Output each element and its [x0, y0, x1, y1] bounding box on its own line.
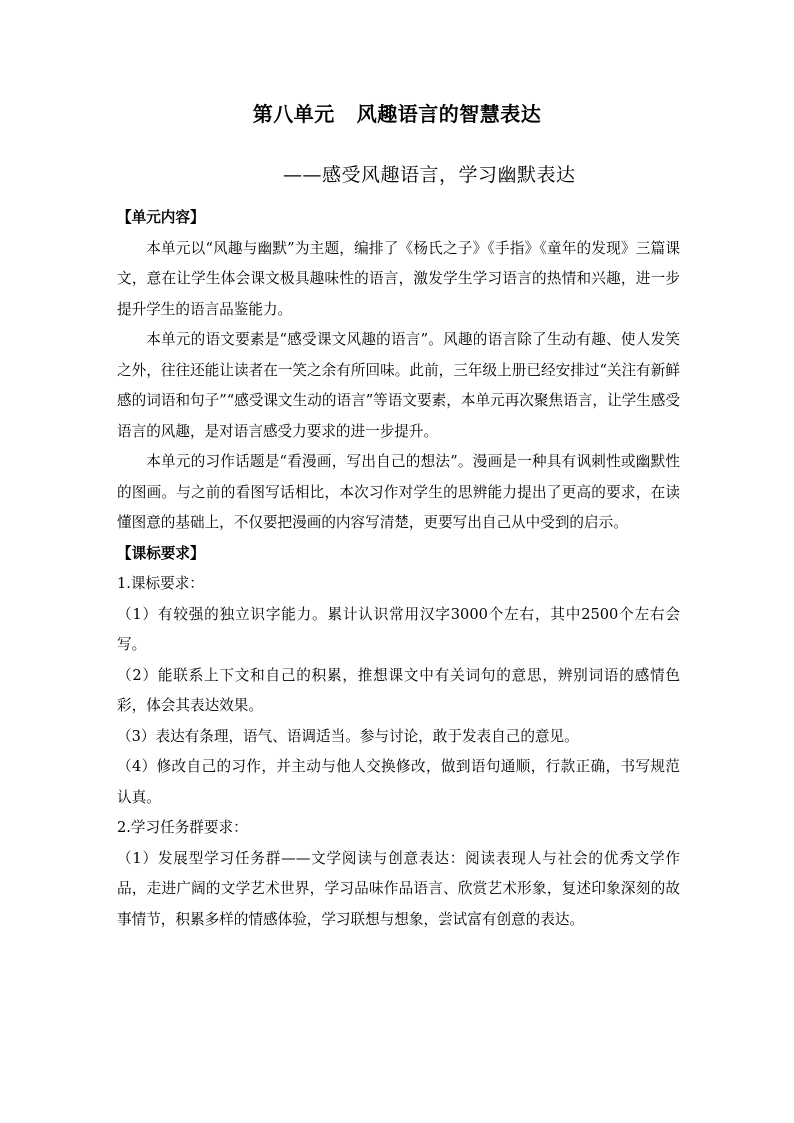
subheading: 1.课标要求： — [117, 575, 204, 592]
paragraph: 本单元的习作话题是“看漫画，写出自己的想法”。漫画是一种具有讽刺性或幽默性的图画。与之前的看图写话相比，本次习作对学生的思辨能力提出了更高的要求，在读懂图意的基础上，不仅要把漫画的内容写清楚，更要写出自己从中受到的启示。 — [117, 453, 680, 531]
list-item: （1）有较强的独立识字能力。累计认识常用汉字3000个左右，其中2500个左右会写。 — [117, 605, 680, 653]
title-theme: 风趣语言的智慧表达 — [356, 102, 542, 126]
list-item: （2）能联系上下文和自己的积累，推想课文中有关词句的意思，辨别词语的感情色彩，体会其表达效果。 — [117, 666, 680, 714]
section-heading-unit-content: 【单元内容】 — [117, 209, 205, 226]
page-subtitle: ——感受风趣语言，学习幽默表达 — [283, 164, 576, 186]
list-item: （1）发展型学习任务群——文学阅读与创意表达：阅读表现人与社会的优秀文学作品，走进广阔的文学艺术世界，学习品味作品语言、欣赏艺术形象，复述印象深刻的故事情节，积累多样的情感体验，学习联想与想象，尝试富有创意的表达。 — [117, 849, 680, 928]
subheading: 2.学习任务群要求： — [117, 819, 248, 836]
list-item: （4）修改自己的习作，并主动与他人交换修改，做到语句通顺，行款正确，书写规范认真。 — [117, 758, 680, 806]
paragraph: 本单元的语文要素是“感受课文风趣的语言”。风趣的语言除了生动有趣、使人发笑之外，往往还能让读者在一笑之余有所回味。此前，三年级上册已经安排过“关注有新鲜感的词语和句子”“感受课文生动的语言”等语文要素，本单元再次聚焦语言，让学生感受语言的风趣，是对语言感受力要求的进一步提升。 — [117, 331, 680, 440]
title-unit: 第八单元 — [252, 102, 335, 126]
paragraph: 本单元以“风趣与幽默”为主题，编排了《杨氏之子》《手指》《童年的发现》三篇课文，意在让学生体会课文极具趣味性的语言，激发学生学习语言的热情和兴趣，进一步提升学生的语言品鉴能力。 — [117, 239, 680, 318]
page-title — [0, 98, 794, 127]
section-heading-curriculum: 【课标要求】 — [117, 544, 205, 562]
list-item: （3）表达有条理，语气、语调适当。参与讨论，敢于发表自己的意见。 — [117, 727, 579, 745]
document-body — [117, 203, 680, 935]
